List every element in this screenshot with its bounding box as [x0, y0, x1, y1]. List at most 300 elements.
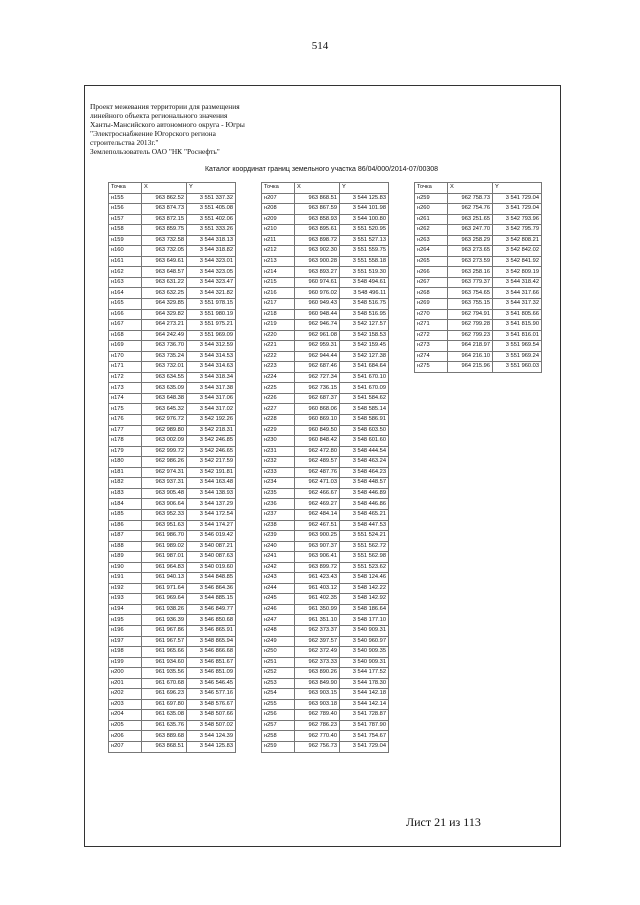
cell-y: 3 544 317.38 [187, 383, 236, 394]
cell-y: 3 551 969.24 [493, 351, 542, 362]
table-row [262, 710, 389, 721]
cell-point: н156 [109, 204, 142, 215]
cell-point: н178 [109, 436, 142, 447]
cell-point: н257 [262, 720, 295, 731]
table-row [262, 246, 389, 257]
table-row [262, 657, 389, 668]
cell-y: 3 542 793.96 [493, 214, 542, 225]
table-row [109, 531, 236, 542]
cell-x: 963 755.15 [448, 299, 493, 310]
table-row [262, 288, 389, 299]
table-row [262, 604, 389, 615]
table-row [415, 320, 542, 331]
cell-y: 3 544 314.63 [187, 362, 236, 373]
cell-point: н195 [109, 615, 142, 626]
header-line: строительства 2013г." [90, 137, 159, 147]
cell-point: н186 [109, 520, 142, 531]
table-row [262, 467, 389, 478]
cell-x: 962 946.74 [295, 320, 340, 331]
cell-point: н166 [109, 309, 142, 320]
cell-y: 3 542 795.79 [493, 225, 542, 236]
cell-y: 3 551 559.75 [340, 246, 389, 257]
table-row [109, 256, 236, 267]
cell-y: 3 548 586.91 [340, 415, 389, 426]
cell-x: 961 965.66 [142, 647, 187, 658]
column-header-y: Y [493, 183, 542, 194]
cell-y: 3 542 158.53 [340, 330, 389, 341]
table-row [109, 499, 236, 510]
cell-y: 3 548 865.94 [187, 636, 236, 647]
cell-point: н181 [109, 467, 142, 478]
cell-x: 962 758.73 [448, 193, 493, 204]
table-row [109, 699, 236, 710]
cell-point: н197 [109, 636, 142, 647]
cell-x: 963 900.28 [295, 256, 340, 267]
cell-point: н215 [262, 277, 295, 288]
cell-point: н227 [262, 404, 295, 415]
table-row [109, 214, 236, 225]
cell-point: н275 [415, 362, 448, 373]
cell-y: 3 551 519.30 [340, 267, 389, 278]
table-row [109, 235, 236, 246]
table-row [415, 204, 542, 215]
table-row [109, 330, 236, 341]
table-row [262, 446, 389, 457]
cell-point: н259 [262, 741, 295, 752]
cell-point: н209 [262, 214, 295, 225]
table-row [415, 225, 542, 236]
column-header-point: Точка [262, 183, 295, 194]
cell-y: 3 540 960.97 [340, 636, 389, 647]
cell-y: 3 544 125.83 [340, 193, 389, 204]
cell-point: н255 [262, 699, 295, 710]
cell-y: 3 544 323.01 [187, 256, 236, 267]
cell-x: 961 967.57 [142, 636, 187, 647]
cell-y: 3 551 562.72 [340, 541, 389, 552]
cell-x: 963 906.64 [142, 499, 187, 510]
cell-x: 963 631.22 [142, 277, 187, 288]
cell-x: 963 889.68 [142, 731, 187, 742]
cell-x: 962 373.37 [295, 625, 340, 636]
cell-point: н223 [262, 362, 295, 373]
cell-x: 962 770.40 [295, 731, 340, 742]
cell-y: 3 551 980.19 [187, 309, 236, 320]
cell-y: 3 548 516.95 [340, 309, 389, 320]
cell-x: 963 868.51 [295, 193, 340, 204]
cell-point: н194 [109, 604, 142, 615]
cell-point: н222 [262, 351, 295, 362]
cell-x: 961 696.23 [142, 689, 187, 700]
table-row [262, 235, 389, 246]
table-row [109, 689, 236, 700]
cell-y: 3 544 318.34 [187, 372, 236, 383]
cell-x: 961 350.99 [295, 604, 340, 615]
cell-y: 3 548 603.50 [340, 425, 389, 436]
table-row [109, 615, 236, 626]
cell-point: н201 [109, 678, 142, 689]
cell-x: 962 989.80 [142, 425, 187, 436]
cell-point: н185 [109, 509, 142, 520]
table-row [109, 372, 236, 383]
cell-point: н219 [262, 320, 295, 331]
cell-y: 3 544 318.82 [187, 246, 236, 257]
cell-y: 3 541 728.87 [340, 710, 389, 721]
cell-y: 3 544 323.47 [187, 277, 236, 288]
cell-point: н179 [109, 446, 142, 457]
cell-y: 3 546 849.77 [187, 604, 236, 615]
cell-y: 3 541 729.04 [493, 204, 542, 215]
header-line: Землепользователь ОАО "НК "Роснефть" [90, 146, 220, 156]
table-row [415, 362, 542, 373]
cell-y: 3 541 816.01 [493, 330, 542, 341]
cell-point: н163 [109, 277, 142, 288]
table-row [109, 509, 236, 520]
table-row [109, 562, 236, 573]
table-row [262, 351, 389, 362]
table-row [415, 235, 542, 246]
cell-x: 962 397.57 [295, 636, 340, 647]
cell-x: 962 986.26 [142, 457, 187, 468]
table-row [109, 668, 236, 679]
cell-point: н210 [262, 225, 295, 236]
cell-point: н263 [415, 235, 448, 246]
cell-x: 961 969.64 [142, 594, 187, 605]
cell-y: 3 542 217.59 [187, 457, 236, 468]
cell-point: н230 [262, 436, 295, 447]
cell-y: 3 544 138.93 [187, 488, 236, 499]
cell-x: 963 906.41 [295, 552, 340, 563]
cell-x: 963 258.16 [448, 267, 493, 278]
table-row [415, 299, 542, 310]
cell-x: 963 736.70 [142, 341, 187, 352]
cell-y: 3 548 585.14 [340, 404, 389, 415]
table-row [262, 678, 389, 689]
cell-y: 3 548 463.24 [340, 457, 389, 468]
cell-y: 3 544 317.02 [187, 404, 236, 415]
cell-y: 3 544 318.13 [187, 235, 236, 246]
table-row [262, 362, 389, 373]
table-row [109, 341, 236, 352]
table-row [109, 225, 236, 236]
cell-y: 3 548 464.23 [340, 467, 389, 478]
table-row [109, 594, 236, 605]
cell-point: н256 [262, 710, 295, 721]
page-number: 514 [311, 40, 329, 52]
cell-x: 962 959.31 [295, 341, 340, 352]
coordinates-table-3 [414, 182, 542, 373]
cell-y: 3 546 019.42 [187, 531, 236, 542]
table-row [109, 647, 236, 658]
cell-x: 961 971.64 [142, 583, 187, 594]
cell-x: 964 218.97 [448, 341, 493, 352]
cell-y: 3 544 137.29 [187, 499, 236, 510]
cell-x: 963 903.18 [295, 699, 340, 710]
table-row [262, 267, 389, 278]
cell-point: н203 [109, 699, 142, 710]
cell-x: 964 216.10 [448, 351, 493, 362]
cell-x: 961 935.56 [142, 668, 187, 679]
table-row [109, 193, 236, 204]
cell-point: н175 [109, 404, 142, 415]
cell-y: 3 544 172.54 [187, 509, 236, 520]
header-line: линейного объекта регионального значения [90, 110, 228, 120]
cell-y: 3 542 808.21 [493, 235, 542, 246]
cell-point: н251 [262, 657, 295, 668]
cell-y: 3 546 851.09 [187, 668, 236, 679]
cell-y: 3 542 218.31 [187, 425, 236, 436]
table-row [262, 636, 389, 647]
cell-point: н253 [262, 678, 295, 689]
table-row [109, 351, 236, 362]
cell-x: 963 754.65 [448, 288, 493, 299]
column-header-y: Y [340, 183, 389, 194]
cell-point: н155 [109, 193, 142, 204]
cell-y: 3 542 159.45 [340, 341, 389, 352]
cell-y: 3 544 177.52 [340, 668, 389, 679]
cell-point: н205 [109, 720, 142, 731]
cell-y: 3 548 186.64 [340, 604, 389, 615]
cell-x: 963 951.63 [142, 520, 187, 531]
cell-y: 3 544 848.85 [187, 573, 236, 584]
coordinates-table-2 [261, 182, 389, 753]
cell-point: н198 [109, 647, 142, 658]
cell-x: 962 484.14 [295, 509, 340, 520]
cell-y: 3 544 318.42 [493, 277, 542, 288]
cell-x: 963 874.73 [142, 204, 187, 215]
cell-point: н229 [262, 425, 295, 436]
table-row [262, 478, 389, 489]
cell-point: н183 [109, 488, 142, 499]
table-row [262, 741, 389, 752]
cell-y: 3 548 465.21 [340, 509, 389, 520]
table-row [262, 404, 389, 415]
cell-point: н273 [415, 341, 448, 352]
cell-point: н236 [262, 499, 295, 510]
cell-y: 3 541 729.04 [493, 193, 542, 204]
cell-point: н196 [109, 625, 142, 636]
cell-y: 3 548 601.60 [340, 436, 389, 447]
cell-y: 3 544 125.83 [187, 741, 236, 752]
cell-x: 960 868.06 [295, 404, 340, 415]
table-row [262, 541, 389, 552]
cell-y: 3 551 969.09 [187, 330, 236, 341]
cell-y: 3 551 975.21 [187, 320, 236, 331]
cell-y: 3 541 754.67 [340, 731, 389, 742]
table-row [262, 668, 389, 679]
cell-point: н193 [109, 594, 142, 605]
cell-x: 963 849.90 [295, 678, 340, 689]
cell-point: н180 [109, 457, 142, 468]
cell-y: 3 544 885.15 [187, 594, 236, 605]
table-row [262, 393, 389, 404]
table-row [415, 267, 542, 278]
table-row [262, 499, 389, 510]
table-row [415, 351, 542, 362]
cell-point: н240 [262, 541, 295, 552]
cell-point: н189 [109, 552, 142, 563]
cell-x: 964 329.85 [142, 299, 187, 310]
cell-point: н246 [262, 604, 295, 615]
cell-y: 3 551 405.08 [187, 204, 236, 215]
table-row [262, 720, 389, 731]
cell-y: 3 548 444.54 [340, 446, 389, 457]
cell-y: 3 551 333.26 [187, 225, 236, 236]
cell-y: 3 541 815.90 [493, 320, 542, 331]
cell-point: н167 [109, 320, 142, 331]
table-row [109, 277, 236, 288]
cell-point: н271 [415, 320, 448, 331]
cell-x: 963 898.72 [295, 235, 340, 246]
cell-point: н169 [109, 341, 142, 352]
cell-x: 963 247.70 [448, 225, 493, 236]
cell-point: н235 [262, 488, 295, 499]
cell-x: 962 786.23 [295, 720, 340, 731]
table-row [109, 320, 236, 331]
cell-y: 3 540 909.35 [340, 647, 389, 658]
cell-y: 3 544 317.06 [187, 393, 236, 404]
cell-y: 3 548 446.89 [340, 488, 389, 499]
coordinates-table-1 [108, 182, 236, 753]
cell-point: н187 [109, 531, 142, 542]
table-row [109, 488, 236, 499]
table-row [262, 341, 389, 352]
cell-x: 962 976.72 [142, 415, 187, 426]
cell-x: 962 471.03 [295, 478, 340, 489]
cell-x: 963 735.24 [142, 351, 187, 362]
cell-point: н190 [109, 562, 142, 573]
cell-y: 3 548 507.02 [187, 720, 236, 731]
cell-point: н269 [415, 299, 448, 310]
table-row [109, 436, 236, 447]
cell-point: н267 [415, 277, 448, 288]
cell-point: н165 [109, 299, 142, 310]
cell-point: н243 [262, 573, 295, 584]
cell-point: н177 [109, 425, 142, 436]
cell-point: н173 [109, 383, 142, 394]
cell-y: 3 544 317.32 [493, 299, 542, 310]
cell-point: н274 [415, 351, 448, 362]
cell-point: н218 [262, 309, 295, 320]
cell-y: 3 551 520.95 [340, 225, 389, 236]
cell-x: 963 645.32 [142, 404, 187, 415]
cell-y: 3 544 142.14 [340, 699, 389, 710]
cell-x: 963 937.31 [142, 478, 187, 489]
cell-x: 963 899.72 [295, 562, 340, 573]
cell-x: 962 469.27 [295, 499, 340, 510]
cell-x: 960 848.42 [295, 436, 340, 447]
cell-x: 962 687.37 [295, 393, 340, 404]
table-row [109, 573, 236, 584]
cell-x: 963 779.37 [448, 277, 493, 288]
table-row [109, 710, 236, 721]
cell-x: 961 940.13 [142, 573, 187, 584]
cell-x: 964 273.21 [142, 320, 187, 331]
cell-y: 3 544 323.05 [187, 267, 236, 278]
cell-point: н182 [109, 478, 142, 489]
cell-y: 3 551 558.18 [340, 256, 389, 267]
cell-x: 963 273.59 [448, 256, 493, 267]
cell-y: 3 551 527.13 [340, 235, 389, 246]
column-header-x: X [295, 183, 340, 194]
cell-point: н265 [415, 256, 448, 267]
table-row [262, 573, 389, 584]
cell-x: 961 697.80 [142, 699, 187, 710]
cell-point: н161 [109, 256, 142, 267]
cell-x: 960 949.43 [295, 299, 340, 310]
cell-point: н270 [415, 309, 448, 320]
cell-y: 3 551 337.32 [187, 193, 236, 204]
cell-y: 3 542 246.85 [187, 436, 236, 447]
cell-y: 3 548 494.61 [340, 277, 389, 288]
cell-point: н237 [262, 509, 295, 520]
table-row [262, 625, 389, 636]
table-row [415, 214, 542, 225]
cell-y: 3 541 584.62 [340, 393, 389, 404]
cell-x: 964 329.82 [142, 309, 187, 320]
table-row [109, 246, 236, 257]
cell-x: 963 648.38 [142, 393, 187, 404]
cell-x: 962 789.40 [295, 710, 340, 721]
table-row [262, 299, 389, 310]
cell-y: 3 542 127.38 [340, 351, 389, 362]
cell-x: 963 251.65 [448, 214, 493, 225]
table-row [415, 309, 542, 320]
table-row [415, 256, 542, 267]
cell-y: 3 551 523.62 [340, 562, 389, 573]
cell-y: 3 546 851.67 [187, 657, 236, 668]
cell-x: 963 649.61 [142, 256, 187, 267]
cell-point: н226 [262, 393, 295, 404]
cell-point: н164 [109, 288, 142, 299]
cell-y: 3 546 577.16 [187, 689, 236, 700]
cell-x: 962 372.49 [295, 647, 340, 658]
table-row [262, 594, 389, 605]
table-row [109, 678, 236, 689]
cell-x: 963 258.29 [448, 235, 493, 246]
table-row [262, 383, 389, 394]
cell-point: н202 [109, 689, 142, 700]
cell-point: н224 [262, 372, 295, 383]
cell-y: 3 548 507.66 [187, 710, 236, 721]
cell-y: 3 548 496.11 [340, 288, 389, 299]
cell-y: 3 544 100.80 [340, 214, 389, 225]
cell-x: 961 351.10 [295, 615, 340, 626]
cell-y: 3 542 246.65 [187, 446, 236, 457]
cell-y: 3 548 177.10 [340, 615, 389, 626]
cell-point: н258 [262, 731, 295, 742]
table-row [109, 657, 236, 668]
cell-point: н252 [262, 668, 295, 679]
cell-x: 963 903.15 [295, 689, 340, 700]
cell-x: 962 736.15 [295, 383, 340, 394]
cell-x: 963 868.51 [142, 741, 187, 752]
cell-y: 3 546 866.68 [187, 647, 236, 658]
cell-y: 3 541 805.66 [493, 309, 542, 320]
column-header-x: X [448, 183, 493, 194]
sheet-number: Лист 21 из 113 [406, 815, 481, 829]
cell-y: 3 548 124.46 [340, 573, 389, 584]
table-row [109, 425, 236, 436]
table-row [262, 425, 389, 436]
cell-x: 963 732.58 [142, 235, 187, 246]
cell-y: 3 551 562.98 [340, 552, 389, 563]
cell-x: 962 472.80 [295, 446, 340, 457]
cell-y: 3 542 127.57 [340, 320, 389, 331]
cell-x: 961 423.43 [295, 573, 340, 584]
cell-point: н241 [262, 552, 295, 563]
cell-y: 3 551 524.21 [340, 531, 389, 542]
cell-y: 3 548 447.53 [340, 520, 389, 531]
